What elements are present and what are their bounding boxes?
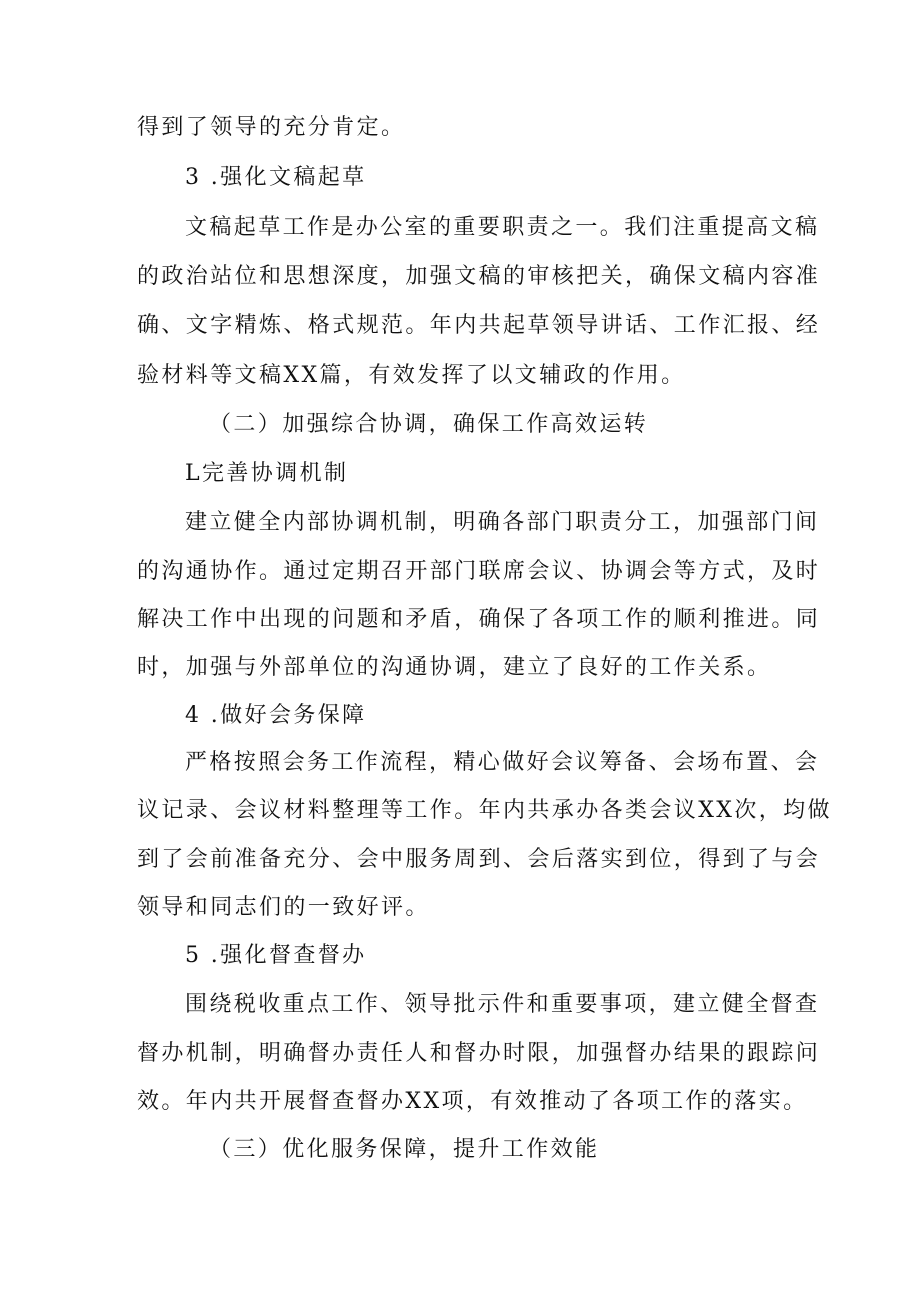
paragraph-line: 解决工作中出现的问题和矛盾，确保了各项工作的顺利推进。同 bbox=[137, 607, 821, 632]
section-heading-2: （二）加强综合协调，确保工作高效运转 bbox=[209, 412, 649, 437]
subheading-1: L完善协调机制 bbox=[185, 461, 349, 486]
paragraph-line: 确、文字精炼、格式规范。年内共起草领导讲话、工作汇报、经 bbox=[137, 313, 821, 338]
section-heading-3: （三）优化服务保障，提升工作效能 bbox=[209, 1137, 600, 1162]
paragraph-line: 严格按照会务工作流程，精心做好会议筹备、会场布置、会 bbox=[185, 750, 820, 775]
subheading-4: 4 .做好会务保障 bbox=[185, 703, 367, 728]
paragraph-line: 的沟通协作。通过定期召开部门联席会议、协调会等方式，及时 bbox=[137, 559, 821, 584]
paragraph-line: 得到了领导的充分肯定。 bbox=[137, 115, 406, 140]
paragraph-line: 验材料等文稿XX篇，有效发挥了以文辅政的作用。 bbox=[137, 363, 686, 388]
paragraph-line: 围绕税收重点工作、领导批示件和重要事项，建立健全督查 bbox=[185, 992, 820, 1017]
paragraph-line: 文稿起草工作是办公室的重要职责之一。我们注重提高文稿 bbox=[185, 215, 820, 240]
paragraph-line: 督办机制，明确督办责任人和督办时限，加强督办结果的跟踪问 bbox=[137, 1041, 821, 1066]
paragraph-line: 时，加强与外部单位的沟通协调，建立了良好的工作关系。 bbox=[137, 655, 772, 680]
subheading-5: 5 .强化督查督办 bbox=[185, 943, 367, 968]
paragraph-line: 的政治站位和思想深度，加强文稿的审核把关，确保文稿内容准 bbox=[137, 264, 821, 289]
paragraph-line: 建立健全内部协调机制，明确各部门职责分工，加强部门间 bbox=[185, 510, 820, 535]
paragraph-line: 领导和同志们的一致好评。 bbox=[137, 895, 430, 920]
paragraph-line: 议记录、会议材料整理等工作。年内共承办各类会议XX次，均做 bbox=[137, 798, 832, 823]
subheading-3: 3 .强化文稿起草 bbox=[185, 165, 367, 190]
paragraph-line: 到了会前准备充分、会中服务周到、会后落实到位，得到了与会 bbox=[137, 847, 821, 872]
paragraph-line: 效。年内共开展督查督办XX项，有效推动了各项工作的落实。 bbox=[137, 1089, 808, 1114]
